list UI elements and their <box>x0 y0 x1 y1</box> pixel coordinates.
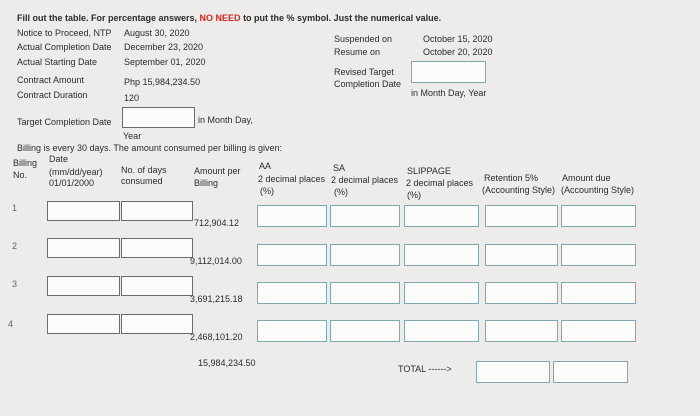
header-days-2: consumed <box>121 176 163 186</box>
header-date-3: 01/01/2000 <box>49 178 95 188</box>
header-date-2: (mm/dd/year) <box>49 167 103 177</box>
header-date-1: Date <box>49 154 69 164</box>
header-aa-1: AA <box>259 161 272 171</box>
header-sa-3: (%) <box>334 187 348 197</box>
header-billing-no-2: No. <box>13 170 28 180</box>
row-number: 2 <box>12 241 18 251</box>
row-number: 4 <box>8 319 14 329</box>
header-sa-2: 2 decimal places <box>331 175 399 185</box>
resume-value: October 20, 2020 <box>423 47 493 57</box>
row4-aa-input[interactable] <box>257 320 327 342</box>
contract-duration-label: Contract Duration <box>17 90 88 100</box>
total-amount: 15,984,234.50 <box>198 358 256 368</box>
row2-slippage-input[interactable] <box>404 244 479 266</box>
row2-retention-input[interactable] <box>485 244 558 266</box>
header-amount-1: Amount per <box>194 166 241 176</box>
row4-sa-input[interactable] <box>330 320 400 342</box>
row4-amount-due-input[interactable] <box>561 320 636 342</box>
header-retention-1: Retention 5% <box>484 173 539 183</box>
total-label: TOTAL ------> <box>398 364 452 374</box>
target-hint: in Month Day, <box>198 115 253 125</box>
row4-retention-input[interactable] <box>485 320 558 342</box>
row1-sa-input[interactable] <box>330 205 400 227</box>
row-number: 1 <box>12 203 18 213</box>
instructions-suffix: to put the % symbol. Just the numerical value. <box>240 13 442 23</box>
row2-sa-input[interactable] <box>330 244 400 266</box>
row1-days-input[interactable] <box>121 201 193 221</box>
target-hint-year: Year <box>123 131 142 141</box>
row2-date-input[interactable] <box>47 238 120 258</box>
contract-amount-value: Php 15,984,234.50 <box>124 77 201 87</box>
header-days-1: No. of days <box>121 165 167 175</box>
row2-days-input[interactable] <box>121 238 193 258</box>
row3-amount: 3,691,215.18 <box>190 294 243 304</box>
row1-slippage-input[interactable] <box>404 205 479 227</box>
row2-aa-input[interactable] <box>257 244 327 266</box>
row3-sa-input[interactable] <box>330 282 400 304</box>
contract-amount-label: Contract Amount <box>17 75 85 85</box>
row3-amount-due-input[interactable] <box>561 282 636 304</box>
row4-amount: 2,468,101.20 <box>190 332 243 342</box>
header-retention-2: (Accounting Style) <box>482 185 556 195</box>
revised-label-line2: Completion Date <box>334 79 402 89</box>
header-amount-due-2: (Accounting Style) <box>561 185 635 195</box>
instructions-emphasis: NO NEED <box>199 13 241 23</box>
row4-slippage-input[interactable] <box>404 320 479 342</box>
row3-date-input[interactable] <box>47 276 120 296</box>
header-amount-due-1: Amount due <box>562 173 611 183</box>
instructions <box>17 13 441 24</box>
row3-days-input[interactable] <box>121 276 193 296</box>
target-completion-input[interactable] <box>122 107 195 128</box>
actual-starting-value: September 01, 2020 <box>124 57 206 67</box>
contract-duration-value: 120 <box>124 93 140 103</box>
actual-completion-label: Actual Completion Date <box>17 42 112 52</box>
row-number: 3 <box>12 279 18 289</box>
header-amount-2: Billing <box>194 178 219 188</box>
row1-amount: 712,904.12 <box>194 218 240 228</box>
suspended-value: October 15, 2020 <box>423 34 493 44</box>
billing-note: Billing is every 30 days. The amount consumed per billing is given: <box>17 143 282 153</box>
header-slip-1: SLIPPAGE <box>407 166 451 176</box>
ntp-value: August 30, 2020 <box>124 28 190 38</box>
suspended-label: Suspended on <box>334 34 393 44</box>
actual-completion-value: December 23, 2020 <box>124 42 204 52</box>
actual-starting-label: Actual Starting Date <box>17 57 98 67</box>
row1-amount-due-input[interactable] <box>561 205 636 227</box>
row1-date-input[interactable] <box>47 201 120 221</box>
revised-completion-date-input[interactable] <box>411 61 486 83</box>
header-sa-1: SA <box>333 163 346 173</box>
row2-amount-due-input[interactable] <box>561 244 636 266</box>
instructions-prefix: Fill out the table. For percentage answers, <box>17 13 200 23</box>
row1-aa-input[interactable] <box>257 205 327 227</box>
row1-retention-input[interactable] <box>485 205 558 227</box>
revised-hint: in Month Day, Year <box>411 88 487 98</box>
target-completion-label: Target Completion Date <box>17 117 112 127</box>
row4-date-input[interactable] <box>47 314 120 334</box>
row2-amount: 9,112,014.00 <box>190 256 242 266</box>
header-aa-2: 2 decimal places <box>258 174 326 184</box>
header-slip-3: (%) <box>407 190 421 200</box>
row3-retention-input[interactable] <box>485 282 558 304</box>
total-amount-due-input[interactable] <box>553 361 628 383</box>
row4-days-input[interactable] <box>121 314 193 334</box>
row3-aa-input[interactable] <box>257 282 327 304</box>
revised-label-line1: Revised Target <box>334 67 394 77</box>
row3-slippage-input[interactable] <box>404 282 479 304</box>
resume-label: Resume on <box>334 47 381 57</box>
total-retention-input[interactable] <box>476 361 550 383</box>
header-aa-3: (%) <box>260 186 274 196</box>
ntp-label: Notice to Proceed, NTP <box>17 28 112 38</box>
header-slip-2: 2 decimal places <box>406 178 474 188</box>
header-billing-no-1: Billing <box>13 158 38 168</box>
